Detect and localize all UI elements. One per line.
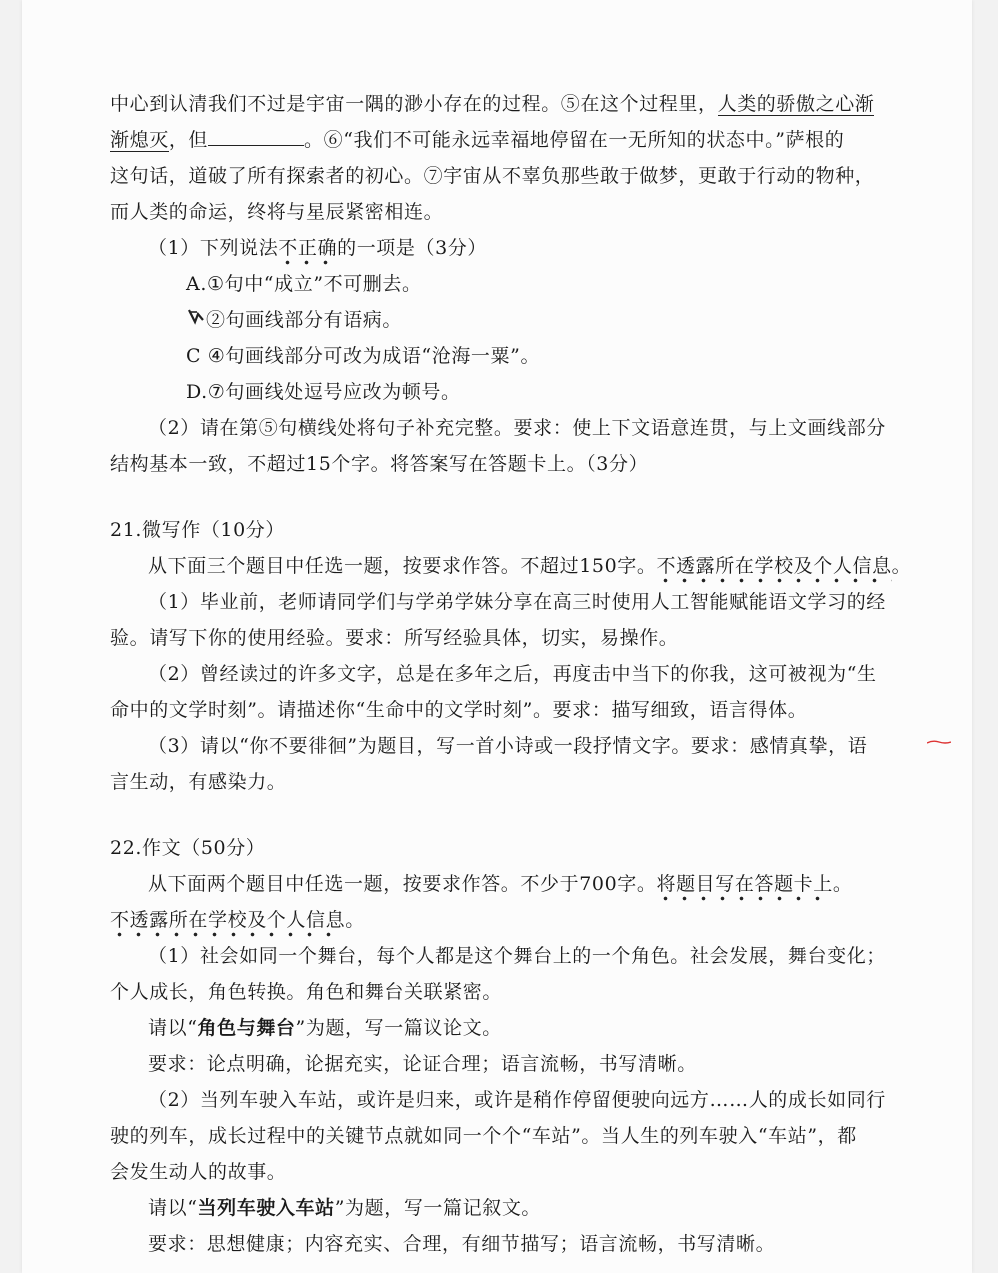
- question-2-line: （2）请在第⑤句横线处将句子补充完整。要求：使上下文语意连贯，与上文画线部分: [148, 417, 886, 439]
- option-b: ②句画线部分有语病。: [110, 302, 900, 338]
- option-d: D.⑦句画线处逗号应改为顿号。: [186, 381, 461, 403]
- prompt-2-task: 请以“当列车驶入车站”为题，写一篇记叙文。: [148, 1197, 542, 1219]
- section-21-item: 验。请写下你的使用经验。要求：所写经验具体，切实，易操作。: [110, 627, 679, 649]
- emphasis-dots: 不透露所在学校及个人信息: [110, 909, 345, 938]
- option-c: C ④句画线部分可改为成语“沧海一粟”。: [186, 345, 541, 367]
- prompt-2-requirements: 要求：思想健康；内容充实、合理，有细节描写；语言流畅，书写清晰。: [148, 1233, 776, 1255]
- option-a: A.①句中“成立”不可删去。: [186, 273, 422, 295]
- emphasis-dots: 不正确: [278, 237, 337, 266]
- underlined-phrase: 渐熄灭: [110, 129, 169, 151]
- prompt-1-requirements: 要求：论点明确，论据充实，论证合理；语言流畅，书写清晰。: [148, 1053, 697, 1075]
- section-21-title: 21.微写作（10分）: [110, 519, 285, 541]
- prompt-2-line: 会发生动人的故事。: [110, 1161, 287, 1183]
- question-2-line: 结构基本一致，不超过15个字。将答案写在答题卡上。（3分）: [110, 453, 649, 475]
- prompt-2-line: （2）当列车驶入车站，或许是归来，或许是稍作停留便驶向远方……人的成长如同行: [148, 1089, 886, 1111]
- section-21-item: （2）曾经读过的许多文字，总是在多年之后，再度击中当下的你我，这可被视为“生: [148, 663, 877, 685]
- prompt-1-line: （1）社会如同一个舞台，每个人都是这个舞台上的一个角色。社会发展，舞台变化；: [148, 945, 886, 967]
- handwritten-check-icon: [186, 302, 206, 338]
- prompt-2-line: 驶的列车，成长过程中的关键节点就如同一个个“车站”。当人生的列车驶入“车站”，都: [110, 1125, 857, 1147]
- exam-page: [22, 0, 972, 1273]
- section-22-title: 22.作文（50分）: [110, 837, 266, 859]
- emphasis-dots: 不透露所在学校及个人信息: [656, 555, 891, 584]
- passage-line: 渐熄灭，但 。⑥“我们不可能永远幸福地停留在一无所知的状态中。”萨根的: [110, 129, 845, 151]
- question-1-stem: （1）下列说法不正确的一项是（3分）: [110, 230, 900, 266]
- passage-line: 中心到认清我们不过是宇宙一隅的渺小存在的过程。⑤在这个过程里，人类的骄傲之心渐: [110, 93, 875, 115]
- answer-blank: [208, 127, 304, 146]
- red-pen-mark-icon: [927, 740, 951, 744]
- underlined-phrase: 人类的骄傲之心渐: [717, 93, 875, 115]
- prompt-1-line: 个人成长，角色转换。角色和舞台关联紧密。: [110, 981, 503, 1003]
- exam-content: [110, 86, 912, 1262]
- section-21-item: 命中的文学时刻”。请描述你“生命中的文学时刻”。要求：描写细致，语言得体。: [110, 699, 808, 721]
- passage-line: 这句话，道破了所有探索者的初心。⑦宇宙从不辜负那些敢于做梦，更敢于行动的物种，: [110, 165, 875, 187]
- section-21-item: （1）毕业前，老师请同学们与学弟学妹分享在高三时使用人工智能赋能语文学习的经: [148, 591, 886, 613]
- prompt-1-task: 请以“角色与舞台”为题，写一篇议论文。: [148, 1017, 502, 1039]
- section-22-intro: 从下面两个题目中任选一题，按要求作答。不少于700字。将题目写在答题卡上。: [110, 866, 900, 902]
- section-21-item: 言生动，有感染力。: [110, 771, 287, 793]
- section-21-intro: 从下面三个题目中任选一题，按要求作答。不超过150字。不透露所在学校及个人信息。: [110, 548, 900, 584]
- section-22-intro: 不透露所在学校及个人信息。: [110, 902, 900, 938]
- passage-line: 而人类的命运，终将与星辰紧密相连。: [110, 201, 444, 223]
- section-21-item: （3）请以“你不要徘徊”为题目，写一首小诗或一段抒情文字。要求：感情真挚，语: [148, 735, 868, 757]
- emphasis-dots: 将题目写在答题卡上: [656, 873, 832, 902]
